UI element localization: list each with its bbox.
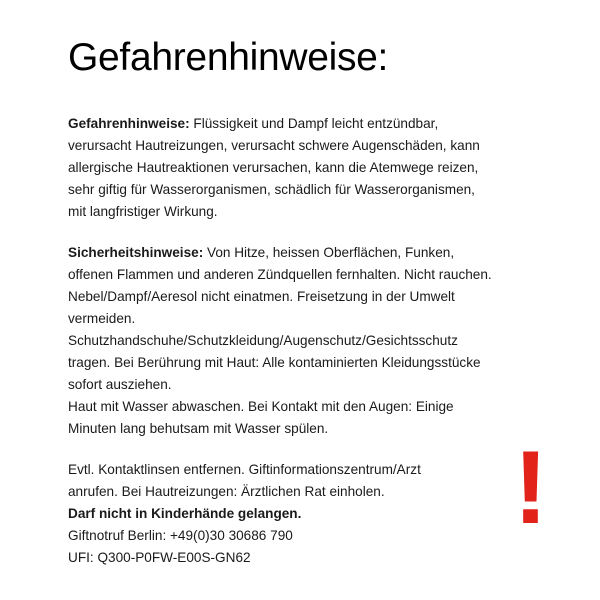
precautionary-statements-paragraph <box>68 242 492 440</box>
hazard-statements-lead: Gefahrenhinweise: <box>68 115 190 131</box>
ufi-code-line: UFI: Q300-P0FW-E00S-GN62 <box>68 550 251 566</box>
emergency-information-block <box>68 459 468 569</box>
keep-out-of-reach-line: Darf nicht in Kinderhände gelangen. <box>68 506 302 522</box>
first-aid-line: Evtl. Kontaktlinsen entfernen. Giftinformationszentrum/Arzt anrufen. Bei Hautreizungen: Ärztlichen Rat einholen. <box>68 462 421 500</box>
hazard-statements-text: Flüssigkeit und Dampf leicht entzündbar, verursacht Hautreizungen, verursacht schwere Augenschäden, kann allergische Hautreaktionen verursachen, kann die Atemwege reizen, sehr giftig für Wasserorganismen, schädlich für Wasserorganismen, mit langfristiger Wirkung. <box>68 115 480 219</box>
exclamation-mark-icon: ! <box>513 429 548 546</box>
page-title: Gefahrenhinweise: <box>68 36 389 79</box>
precautionary-statements-text-continued: Haut mit Wasser abwaschen. Bei Kontakt mit den Augen: Einige Minuten lang behutsam mit Wasser spülen. <box>68 399 454 437</box>
hazard-statements-paragraph <box>68 113 488 223</box>
precautionary-statements-lead: Sicherheitshinweise: <box>68 245 204 261</box>
precautionary-statements-text: Von Hitze, heissen Oberflächen, Funken, offenen Flammen und anderen Zündquellen fernhalten. Nicht rauchen. Nebel/Dampf/Aeresol nicht einatmen. Freisetzung in der Umwelt vermeiden. Schutzhandschuhe/Schutzkleidung/Augenschutz/Gesichtsschutz tragen. Bei Berührung mit Haut: Alle kontaminierten Kleidungsstücke sofort ausziehen. <box>68 245 492 393</box>
poison-hotline-line: Giftnotruf Berlin: +49(0)30 30686 790 <box>68 528 293 544</box>
